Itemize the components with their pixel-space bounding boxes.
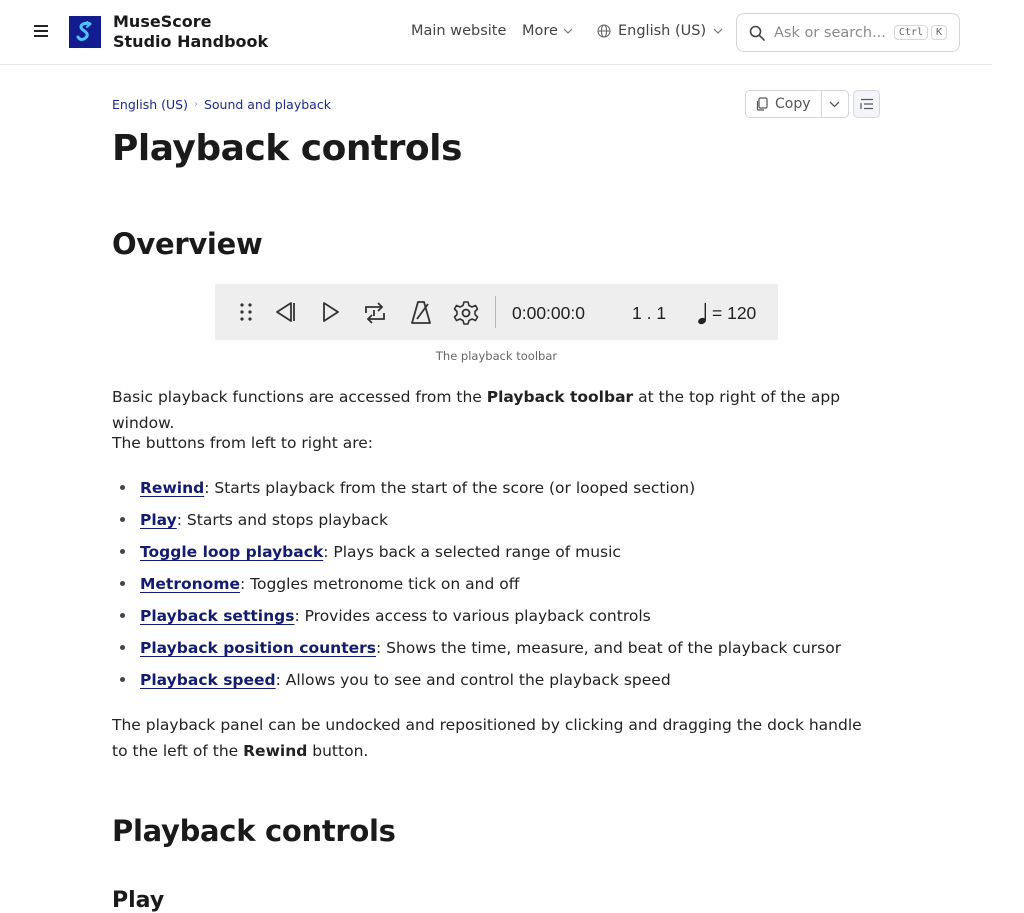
list-item-text: : Toggles metronome tick on and off (240, 575, 520, 593)
section-heading-overview: Overview (112, 227, 263, 261)
search-placeholder: Ask or search... (774, 24, 886, 41)
breadcrumb-item[interactable]: English (US) (112, 97, 188, 112)
list-item-text: : Plays back a selected range of music (323, 543, 621, 561)
intro-text: Basic playback functions are accessed from the (112, 388, 487, 406)
figure-caption: The playback toolbar (435, 349, 558, 363)
list-item-text: : Shows the time, measure, and beat of the playback cursor (376, 639, 842, 657)
chevron-right-icon: › (193, 99, 198, 110)
toolbar-buttons-list (112, 475, 892, 699)
toc-icon (860, 98, 874, 110)
kbd-ctrl: Ctrl (894, 25, 928, 40)
globe-icon (597, 24, 611, 38)
play-link[interactable]: Play (140, 511, 177, 529)
list-item (112, 635, 892, 667)
dock-text: The playback panel can be undocked and repositioned by clicking and dragging the dock handle to the left of the (112, 716, 862, 760)
settings-icon (453, 300, 479, 326)
search-icon (749, 25, 765, 41)
position-counters-link[interactable]: Playback position counters (140, 639, 376, 657)
breadcrumb-item[interactable]: Sound and playback (203, 97, 331, 112)
tempo-value: = 120 (712, 303, 757, 323)
intro-text-end: at the top right of the app window. (112, 388, 841, 432)
chevron-down-icon (829, 101, 840, 108)
copy-icon (755, 97, 768, 111)
metronome-icon (409, 300, 433, 326)
intro-paragraph (112, 384, 882, 436)
list-item (112, 571, 892, 603)
dock-bold: Rewind (243, 742, 308, 760)
musescore-logo[interactable] (69, 16, 101, 48)
copy-label: Copy (775, 96, 811, 112)
toc-toggle-button[interactable] (853, 90, 880, 118)
list-item-text: : Starts playback from the start of the score (or looped section) (204, 479, 696, 497)
measure-beat-counter: 1 . 1 (632, 303, 667, 323)
list-item (112, 667, 892, 699)
list-item (112, 475, 892, 507)
subheading-play: Play (112, 888, 165, 913)
section-heading-playback-controls: Playback controls (112, 814, 396, 848)
time-counter: 0:00:00:0 (512, 303, 585, 323)
quarter-note-icon (697, 301, 709, 325)
intro-bold: Playback toolbar (486, 388, 634, 406)
kbd-k: K (931, 25, 947, 40)
site-title[interactable]: MuseScore Studio Handbook (113, 12, 269, 51)
list-item (112, 507, 892, 539)
list-item-text: : Starts and stops playback (176, 511, 388, 529)
metronome-link[interactable]: Metronome (140, 575, 240, 593)
playback-speed-link[interactable]: Playback speed (140, 671, 276, 689)
loop-icon (362, 300, 388, 326)
list-item-text: : Provides access to various playback controls (294, 607, 651, 625)
language-label: English (US) (618, 23, 707, 39)
dock-text-end: button. (307, 742, 369, 760)
breadcrumb (112, 97, 331, 112)
toolbar-divider (495, 296, 496, 328)
toggle-loop-link[interactable]: Toggle loop playback (140, 543, 324, 561)
list-item-text: : Allows you to see and control the playback speed (275, 671, 671, 689)
rewind-link[interactable]: Rewind (140, 479, 205, 497)
page-title: Playback controls (112, 128, 462, 169)
nav-more-label: More (522, 23, 558, 39)
rewind-icon (271, 300, 297, 324)
dock-paragraph (112, 712, 882, 764)
playback-settings-link[interactable]: Playback settings (140, 607, 295, 625)
play-icon (318, 300, 342, 324)
search-input[interactable] (736, 13, 960, 52)
playback-toolbar-image (215, 284, 778, 340)
copy-button-group (745, 90, 849, 118)
nav-more-menu[interactable] (522, 23, 573, 39)
list-item (112, 603, 892, 635)
chevron-down-icon (713, 28, 723, 34)
copy-dropdown-button[interactable] (822, 91, 848, 117)
chevron-down-icon (563, 28, 573, 34)
top-bar (0, 0, 992, 65)
language-selector[interactable] (597, 23, 723, 39)
menu-icon[interactable] (34, 22, 50, 40)
buttons-intro-paragraph: The buttons from left to right are: (112, 434, 374, 452)
copy-button[interactable] (746, 91, 822, 117)
list-item (112, 539, 892, 571)
nav-main-website[interactable]: Main website (411, 23, 507, 39)
drag-handle-icon (237, 300, 255, 324)
